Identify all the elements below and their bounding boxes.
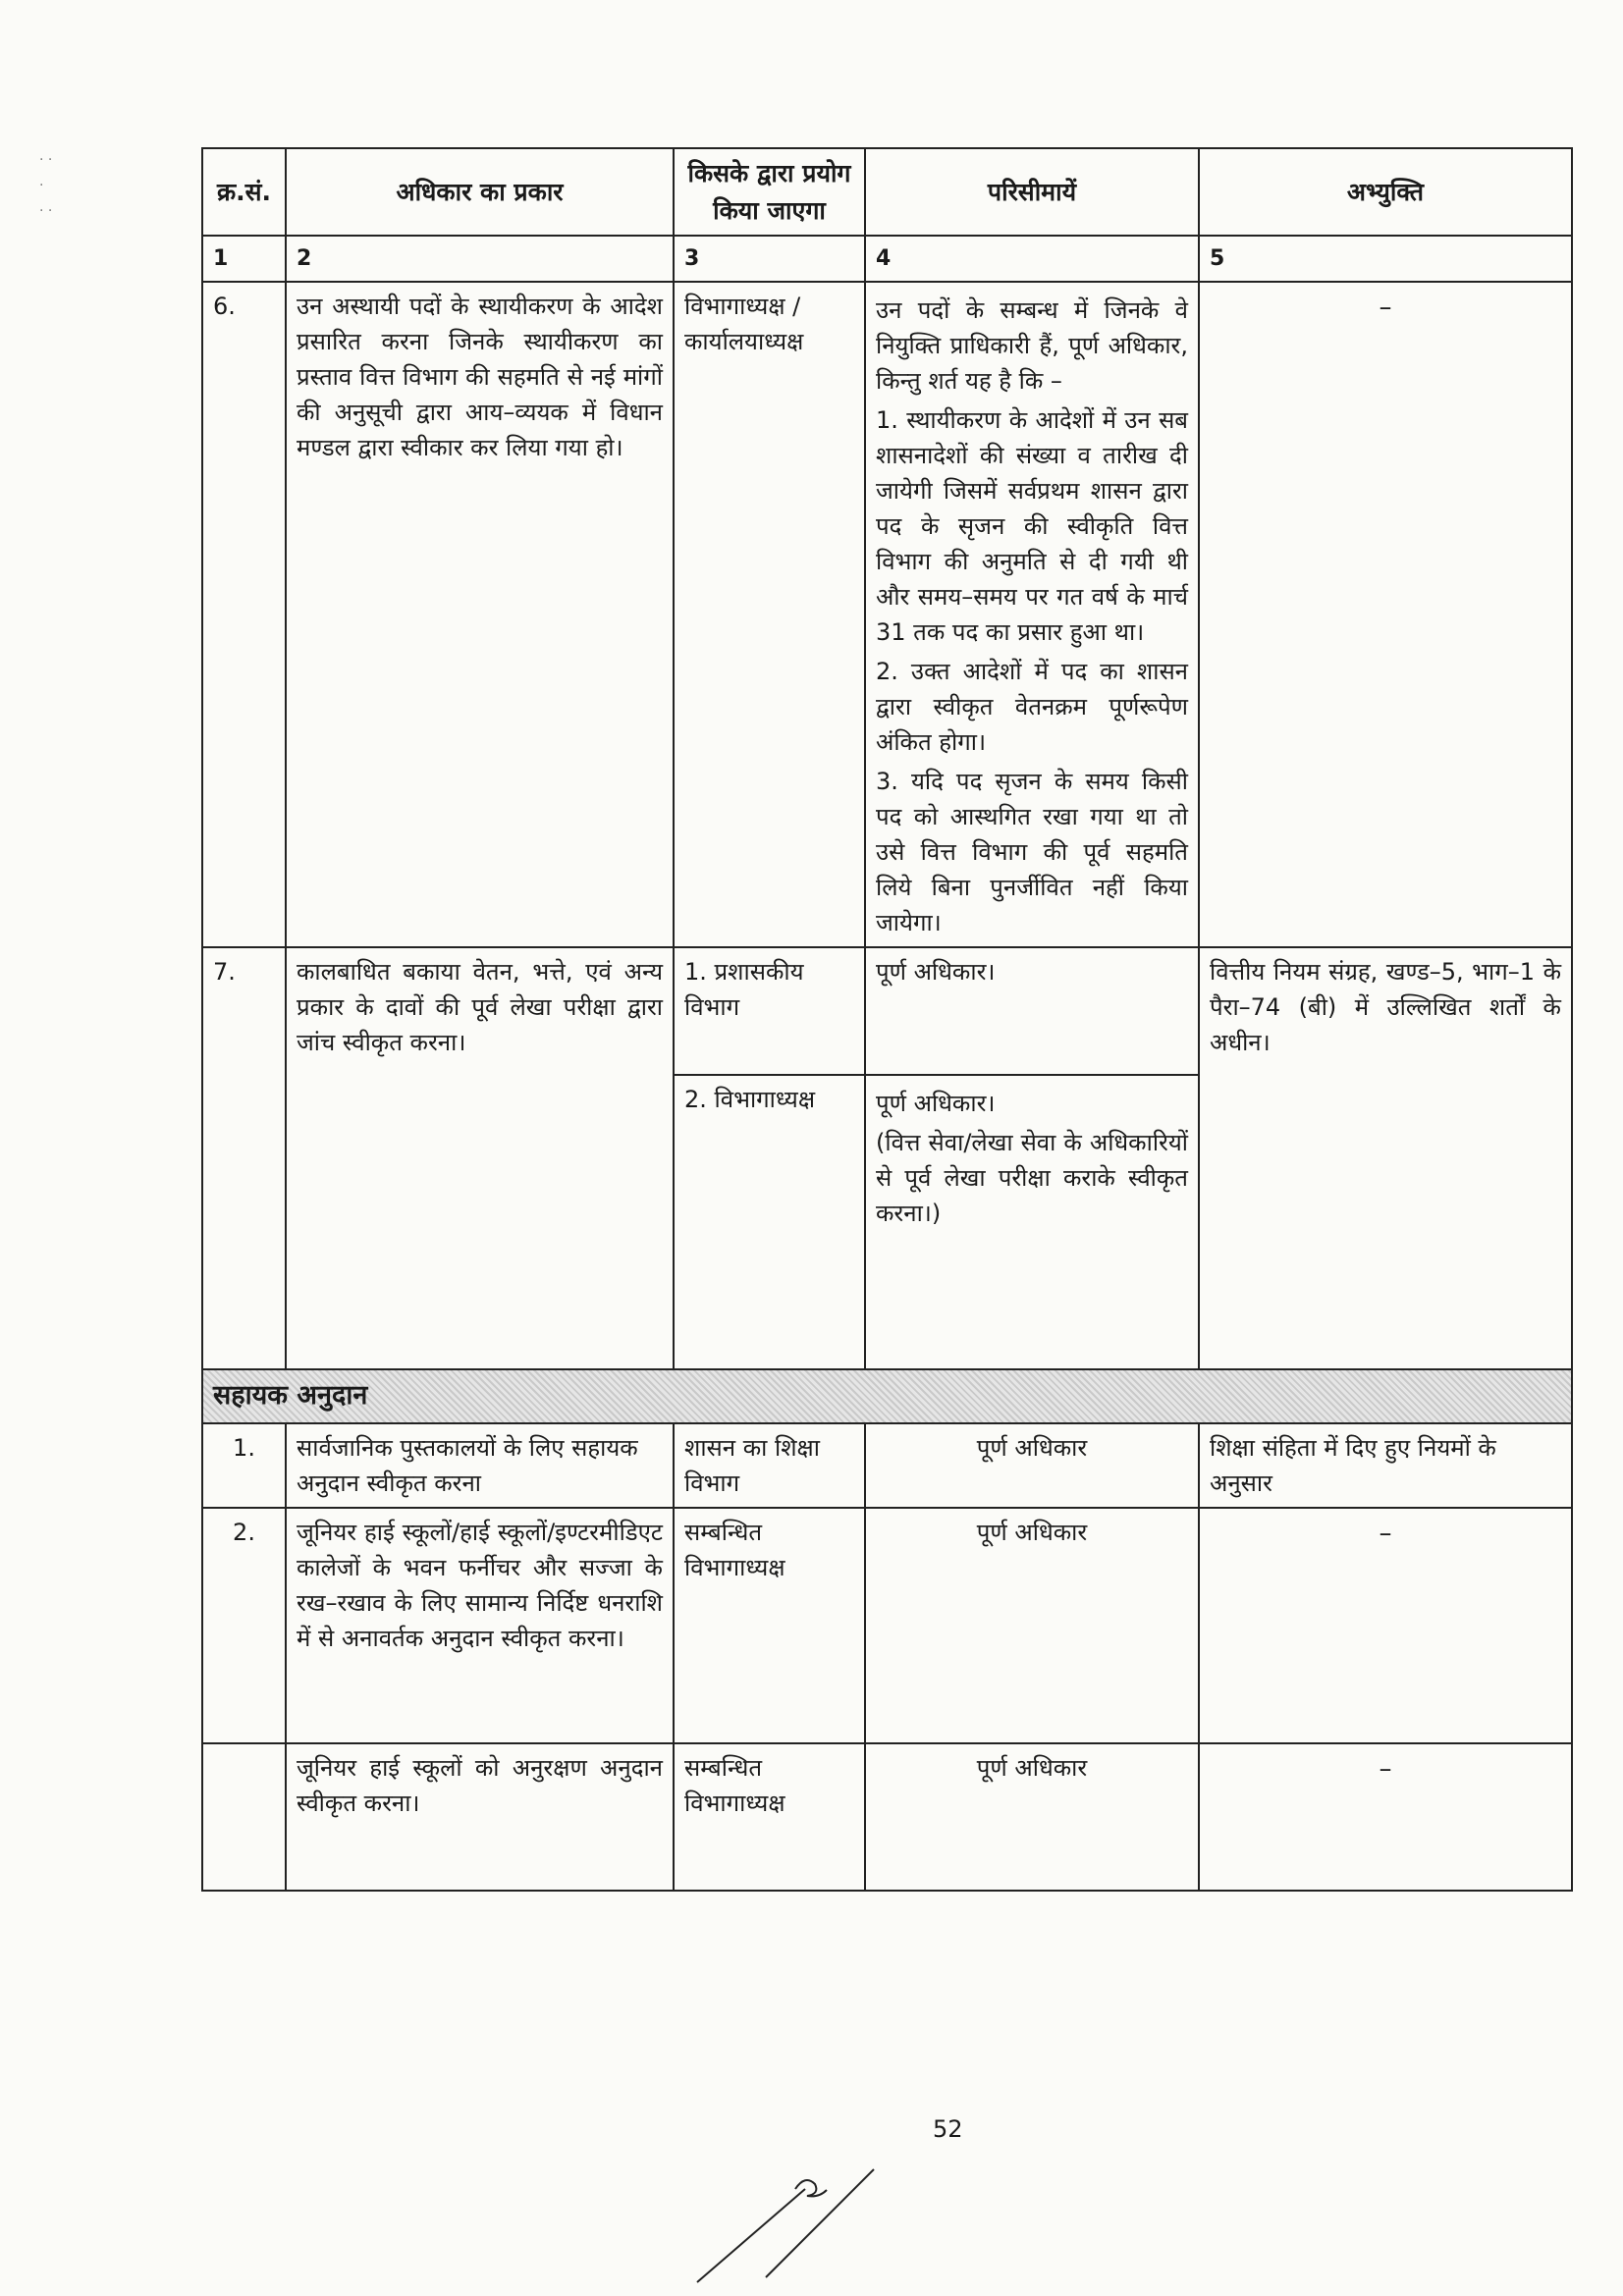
grant-2-limits: पूर्ण अधिकार	[865, 1508, 1199, 1743]
header-exercised-by: किसके द्वारा प्रयोग किया जाएगा	[674, 148, 865, 236]
grant-2-remarks	[1199, 1508, 1572, 1743]
col-number-3: 3	[674, 236, 865, 282]
row-6-limits-intro: उन पदों के सम्बन्ध में जिनके वे नियुक्ति प्राधिकारी हैं, पूर्ण अधिकार, किन्तु शर्त यह है कि –	[876, 296, 1188, 395]
table-row	[202, 282, 1572, 947]
header-sno: क्र.सं.	[202, 148, 286, 236]
grant-3-limits: पूर्ण अधिकार	[865, 1743, 1199, 1891]
grant-1-remarks: शिक्षा संहिता में दिए हुए नियमों के अनुसार	[1199, 1423, 1572, 1508]
row-7-sno: 7.	[202, 947, 286, 1369]
grant-1-type: सार्वजानिक पुस्तकालयों के लिए सहायक अनुदान स्वीकृत करना	[286, 1423, 674, 1508]
row-6-remarks	[1199, 282, 1572, 947]
row-7-type: कालबाधित बकाया वेतन, भत्ते, एवं अन्य प्रकार के दावों की पूर्व लेखा परीक्षा द्वारा जांच स्वीकृत करना।	[286, 947, 674, 1369]
row-7-by-whom-1: 1. प्रशासकीय विभाग	[674, 947, 865, 1075]
row-6-limits-3: 3. यदि पद सृजन के समय किसी पद को आस्थगित रखा गया था तो उसे वित्त विभाग की पूर्व सहमति लिये बिना पुनर्जीवित नहीं किया जायेगा।	[876, 768, 1188, 936]
section-title: सहायक अनुदान	[202, 1369, 1572, 1423]
row-6-limits-1: 1. स्थायीकरण के आदेशों में उन सब शासनादेशों की संख्या व तारीख दी जायेगी जिसमें सर्वप्रथम शासन द्वारा पद के सृजन की स्वीकृति वित्त विभाग की अनुमति से दी गयी थी और समय–समय पर गत वर्ष के मार्च 31 तक पद का प्रसार हुआ था।	[876, 406, 1188, 646]
grant-3-remarks-dash: –	[1379, 1753, 1392, 1784]
grant-2-type: जूनियर हाई स्कूलों/हाई स्कूलों/इण्टरमीडिएट कालेजों के भवन फर्नीचर और सज्जा के रख–रखाव के लिए सामान्य निर्दिष्ट धनराशि में से अनावर्तक अनुदान स्वीकृत करना।	[286, 1508, 674, 1743]
row-7-by-whom-2: 2. विभागाध्यक्ष	[674, 1075, 865, 1369]
table-row	[202, 1423, 1572, 1508]
row-7-limits-2-note: (वित्त सेवा/लेखा सेवा के अधिकारियों से पूर्व लेखा परीक्षा कराके स्वीकृत करना।)	[876, 1129, 1188, 1227]
col-number-1: 1	[202, 236, 286, 282]
col-number-2: 2	[286, 236, 674, 282]
row-7-limits-2-main: पूर्ण अधिकार।	[876, 1090, 996, 1117]
row-6-limits	[865, 282, 1199, 947]
grant-2-by-whom: सम्बन्धित विभागाध्यक्ष	[674, 1508, 865, 1743]
row-7-remarks: वित्तीय नियम संग्रह, खण्ड–5, भाग–1 के पैरा–74 (बी) में उल्लिखित शर्तों के अधीन।	[1199, 947, 1572, 1369]
col-number-5: 5	[1199, 236, 1572, 282]
grant-1-sno: 1.	[202, 1423, 286, 1508]
table-row	[202, 947, 1572, 1075]
grant-3-sno	[202, 1743, 286, 1891]
table-row	[202, 1508, 1572, 1743]
powers-table	[201, 147, 1573, 1892]
col-number-4: 4	[865, 236, 1199, 282]
row-7-limits-2	[865, 1075, 1199, 1369]
grant-3-remarks	[1199, 1743, 1572, 1891]
grant-2-remarks-dash: –	[1379, 1518, 1392, 1548]
grant-1-by-whom: शासन का शिक्षा विभाग	[674, 1423, 865, 1508]
header-limits: परिसीमायें	[865, 148, 1199, 236]
grant-2-sno: 2.	[202, 1508, 286, 1743]
row-7-limits-1: पूर्ण अधिकार।	[865, 947, 1199, 1075]
row-6-by-whom: विभागाध्यक्ष / कार्यालयाध्यक्ष	[674, 282, 865, 947]
table-row	[202, 1743, 1572, 1891]
margin-scribbles: · · · · ·	[39, 152, 53, 219]
header-remarks: अभ्युक्ति	[1199, 148, 1572, 236]
header-power-type: अधिकार का प्रकार	[286, 148, 674, 236]
signature-mark	[687, 2150, 903, 2287]
grant-3-by-whom: सम्बन्धित विभागाध्यक्ष	[674, 1743, 865, 1891]
row-6-type: उन अस्थायी पदों के स्थायीकरण के आदेश प्रसारित करना जिनके स्थायीकरण का प्रस्ताव वित्त विभाग की सहमति से नई मांगों की अनुसूची द्वारा आय–व्ययक में विधान मण्डल द्वारा स्वीकार कर लिया गया हो।	[286, 282, 674, 947]
row-6-remarks-dash: –	[1379, 293, 1392, 322]
grant-1-limits: पूर्ण अधिकार	[865, 1423, 1199, 1508]
column-number-row	[202, 236, 1572, 282]
section-row	[202, 1369, 1572, 1423]
header-row	[202, 148, 1572, 236]
row-6-limits-2: 2. उक्त आदेशों में पद का शासन द्वारा स्वीकृत वेतनक्रम पूर्णरूपेण अंकित होगा।	[876, 658, 1188, 756]
grant-3-type: जूनियर हाई स्कूलों को अनुरक्षण अनुदान स्वीकृत करना।	[286, 1743, 674, 1891]
page-number: 52	[933, 2115, 963, 2143]
row-6-sno: 6.	[202, 282, 286, 947]
